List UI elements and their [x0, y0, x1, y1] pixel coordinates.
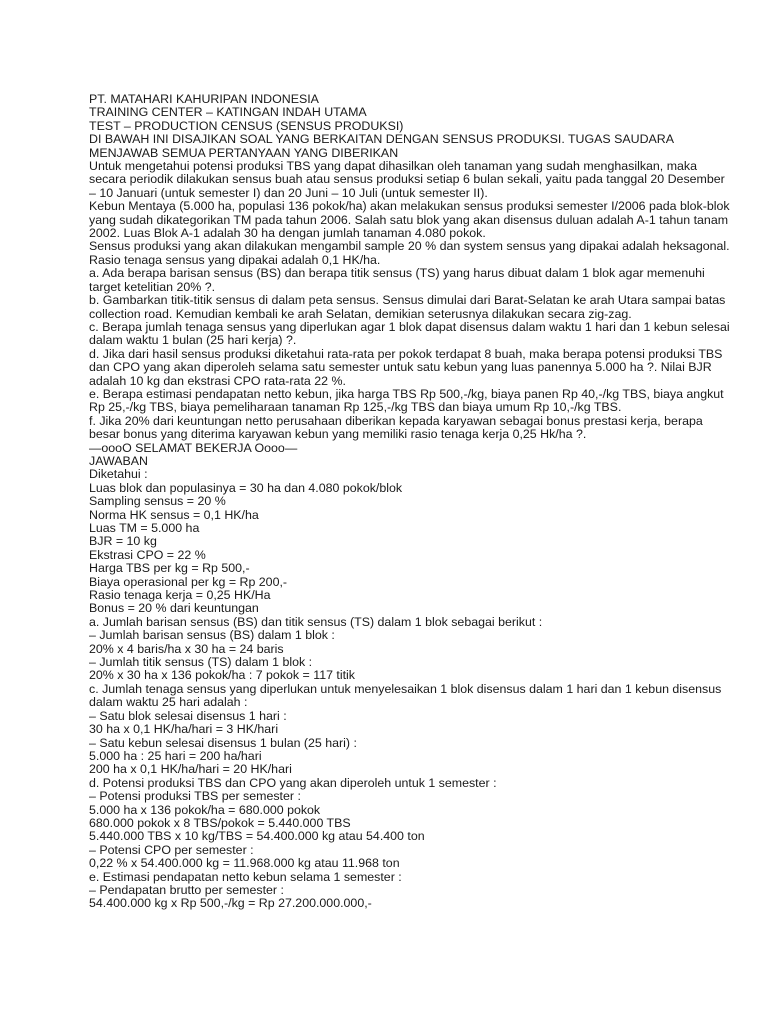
text-line: f. Jika 20% dari keuntungan netto perusahaan diberikan kepada karyawan sebagai bonus prestasi kerja, berapa [89, 413, 703, 428]
text-line: 20% x 4 baris/ha x 30 ha = 24 baris [89, 641, 284, 656]
text-line: 5.000 ha : 25 hari = 200 ha/hari [89, 748, 262, 763]
text-line: Luas blok dan populasinya = 30 ha dan 4.080 pokok/blok [89, 480, 403, 495]
text-line: Kebun Mentaya (5.000 ha, populasi 136 pokok/ha) akan melakukan sensus produksi semester I/2006 pada blok-blok [89, 199, 730, 214]
text-line: – Jumlah barisan sensus (BS) dalam 1 blok : [89, 628, 335, 643]
text-line: Diketahui : [89, 467, 148, 482]
text-line: BJR = 10 kg [89, 534, 157, 549]
text-line: Luas TM = 5.000 ha [89, 521, 200, 535]
text-line: Rasio tenaga sensus yang dipakai adalah 0,1 HK/ha. [89, 252, 381, 267]
text-line: dan CPO yang akan diperoleh selama satu semester untuk satu kebun yang luas panennya 5.000 ha ?. Nilai BJR [89, 360, 712, 375]
text-line: Harga TBS per kg = Rp 500,- [89, 561, 250, 576]
text-line: 5.440.000 TBS x 10 kg/TBS = 54.400.000 kg atau 54.400 ton [89, 829, 425, 844]
text-line: TRAINING CENTER – KATINGAN INDAH UTAMA [89, 105, 367, 120]
text-line: a. Ada berapa barisan sensus (BS) dan berapa titik sensus (TS) yang harus dibuat dalam 1 blok agar memenuhi [89, 266, 705, 281]
text-line: – Potensi produksi TBS per semester : [89, 789, 301, 804]
text-line: Sensus produksi yang akan dilakukan mengambil sample 20 % dan system sensus yang dipakai adalah heksagonal. [89, 239, 730, 254]
text-line: 20% x 30 ha x 136 pokok/ha : 7 pokok = 117 titik [89, 668, 355, 683]
document-body [89, 92, 730, 911]
text-line: JAWABAN [89, 453, 148, 468]
text-line: PT. MATAHARI KAHURIPAN INDONESIA [89, 92, 319, 106]
text-line: e. Berapa estimasi pendapatan netto kebun, jika harga TBS Rp 500,-/kg, biaya panen Rp 40,-/kg TBS, biaya angkut [89, 386, 724, 401]
text-line: e. Estimasi pendapatan netto kebun selama 1 semester : [89, 869, 402, 884]
text-line: – Jumlah titik sensus (TS) dalam 1 blok : [89, 655, 313, 670]
text-line: 2002. Luas Blok A-1 adalah 30 ha dengan jumlah tanaman 4.080 pokok. [89, 226, 486, 241]
text-line: d. Jika dari hasil sensus produksi diketahui rata-rata per pokok terdapat 8 buah, maka berapa potensi produksi TBS [89, 346, 723, 361]
text-line: —oooO SELAMAT BEKERJA Oooo— [89, 440, 298, 455]
text-line: c. Berapa jumlah tenaga sensus yang diperlukan agar 1 blok dapat disensus dalam waktu 1 hari dan 1 kebun selesai [89, 319, 730, 334]
text-line: Ekstrasi CPO = 22 % [89, 547, 206, 562]
text-line: 30 ha x 0,1 HK/ha/hari = 3 HK/hari [89, 722, 279, 737]
text-line: Rasio tenaga kerja = 0,25 HK/Ha [89, 588, 271, 603]
text-line: MENJAWAB SEMUA PERTANYAAN YANG DIBERIKAN [89, 145, 399, 160]
text-line: Biaya operasional per kg = Rp 200,- [89, 574, 288, 589]
text-line: Sampling sensus = 20 % [89, 494, 226, 509]
text-line: 200 ha x 0,1 HK/ha/hari = 20 HK/hari [89, 762, 292, 777]
text-line: 0,22 % x 54.400.000 kg = 11.968.000 kg atau 11.968 ton [89, 856, 400, 871]
text-line: DI BAWAH INI DISAJIKAN SOAL YANG BERKAITAN DENGAN SENSUS PRODUKSI. TUGAS SAUDARA [89, 132, 675, 147]
text-line: collection road. Kemudian kembali ke arah Selatan, demikian seterusnya dilakukan secara zig-zag. [89, 306, 632, 321]
text-line: dalam waktu 1 bulan (25 hari kerja) ?. [89, 333, 297, 348]
text-line: 54.400.000 kg x Rp 500,-/kg = Rp 27.200.000.000,- [89, 896, 372, 911]
text-line: 5.000 ha x 136 pokok/ha = 680.000 pokok [89, 802, 321, 817]
text-line: Norma HK sensus = 0,1 HK/ha [89, 507, 259, 522]
text-line: Bonus = 20 % dari keuntungan [89, 601, 259, 616]
text-line: – 10 Januari (untuk semester I) dan 20 Juni – 10 Juli (untuk semester II). [89, 185, 488, 200]
text-line: c. Jumlah tenaga sensus yang diperlukan untuk menyelesaikan 1 blok disensus dalam 1 hari dan 1 kebun disensus [89, 681, 722, 696]
text-line: – Satu kebun selesai disensus 1 bulan (25 hari) : [89, 735, 357, 750]
text-line: besar bonus yang diterima karyawan kebun yang memiliki rasio tenaga kerja 0,25 Hk/ha ?. [89, 427, 587, 442]
text-line: – Satu blok selesai disensus 1 hari : [89, 708, 287, 723]
text-line: Rp 25,-/kg TBS, biaya pemeliharaan tanaman Rp 125,-/kg TBS dan biaya umum Rp 10,-/kg TBS. [89, 400, 622, 415]
text-line: – Potensi CPO per semester : [89, 842, 254, 857]
text-line: – Pendapatan brutto per semester : [89, 882, 284, 897]
text-line: 680.000 pokok x 8 TBS/pokok = 5.440.000 TBS [89, 815, 351, 830]
text-line: dalam waktu 25 hari adalah : [89, 695, 248, 710]
text-line: adalah 10 kg dan ekstrasi CPO rata-rata 22 %. [89, 373, 346, 388]
text-line: a. Jumlah barisan sensus (BS) dan titik sensus (TS) dalam 1 blok sebagai berikut : [89, 614, 543, 629]
text-line: target ketelitian 20% ?. [89, 279, 216, 294]
text-line: Untuk mengetahui potensi produksi TBS yang dapat dihasilkan oleh tanaman yang sudah menghasilkan, maka [89, 159, 697, 174]
text-line: b. Gambarkan titik-titik sensus di dalam peta sensus. Sensus dimulai dari Barat-Selatan ke arah Utara sampai batas [89, 293, 726, 308]
text-line: TEST – PRODUCTION CENSUS (SENSUS PRODUKSI) [89, 118, 404, 133]
text-line: secara periodik dilakukan sensus buah atau sensus produksi setiap 6 bulan sekali, yaitu pada tanggal 20 Desember [89, 172, 725, 187]
text-line: d. Potensi produksi TBS dan CPO yang akan diperoleh untuk 1 semester : [89, 775, 497, 790]
text-line: yang sudah dikategorikan TM pada tahun 2006. Salah satu blok yang akan disensus duluan adalah A-1 tahun tanam [89, 212, 729, 227]
